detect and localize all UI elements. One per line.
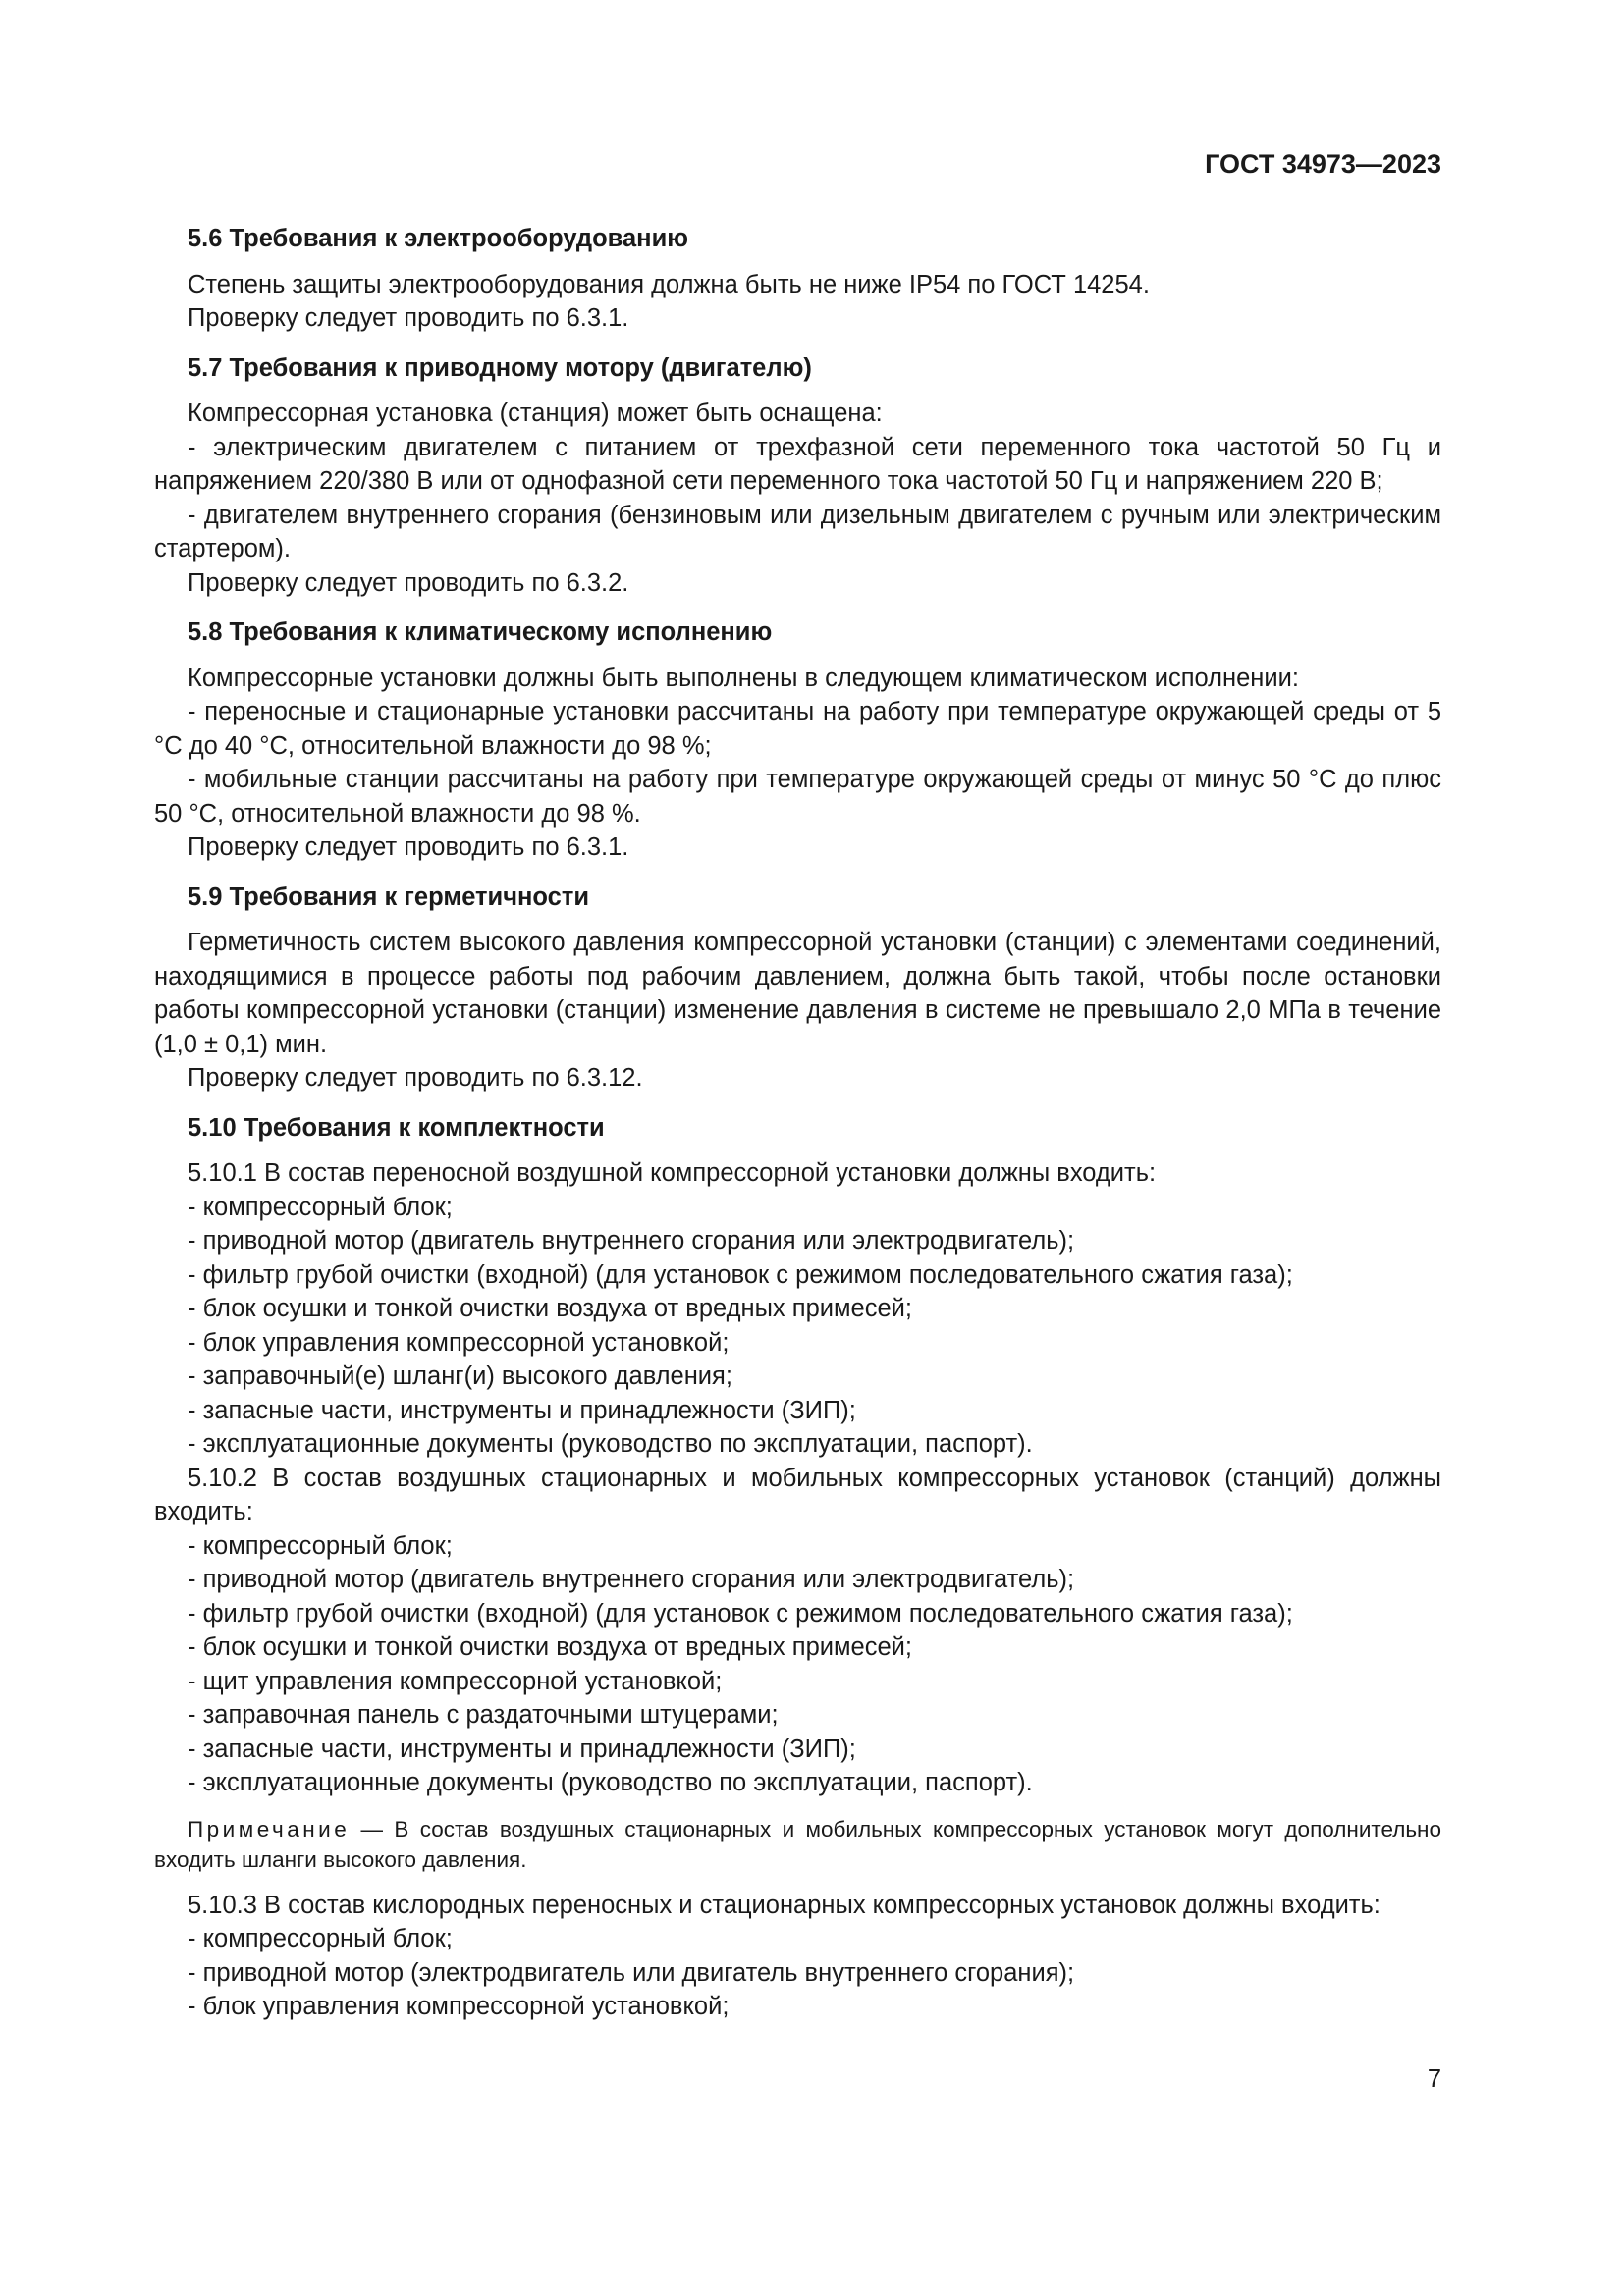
paragraph: 5.10.2 В состав воздушных стационарных и мобильных компрессорных установок (станций) должны входить: — [154, 1464, 1441, 1525]
list-item: - блок осушки и тонкой очистки воздуха от вредных примесей; — [188, 1295, 912, 1322]
paragraph: Герметичность систем высокого давления компрессорной установки (станции) с элементами соединений, находящимися в процессе работы под рабочим давлением, должна быть такой, чтобы после остановки работы компрессорной установки (станции) изменение давления в системе не превышало 2,0 МПа в течение (1,0 ± 0,1) мин. — [154, 929, 1441, 1058]
list-item: - щит управления компрессорной установкой; — [188, 1667, 723, 1695]
list-item: - эксплуатационные документы (руководство по эксплуатации, паспорт). — [188, 1430, 1033, 1458]
list-item: - фильтр грубой очистки (входной) (для установок с режимом последовательного сжатия газа); — [188, 1260, 1293, 1289]
document-header — [1080, 147, 1441, 181]
paragraph: Проверку следует проводить по 6.3.2. — [188, 568, 629, 597]
list-item: - запасные части, инструменты и принадлежности (ЗИП); — [188, 1396, 856, 1424]
list-item: - заправочная панель с раздаточными штуцерами; — [188, 1701, 779, 1729]
paragraph: - двигателем внутреннего сгорания (бензиновым или дизельным двигателем с ручным или электрическим стартером). — [154, 501, 1441, 562]
paragraph: - электрическим двигателем с питанием от трехфазной сети переменного тока частотой 50 Гц и напряжением 220/380 В или от однофазной сети переменного тока частотой 50 Гц и напряжением 220 В; — [154, 433, 1441, 495]
list-item: - блок управления компрессорной установкой; — [188, 1328, 730, 1357]
list-item: - компрессорный блок; — [188, 1531, 453, 1560]
list-item: - заправочный(е) шланг(и) высокого давления; — [188, 1362, 732, 1390]
section-heading-5-10: 5.10 Требования к комплектности — [188, 1113, 605, 1142]
list-item: - приводной мотор (электродвигатель или двигатель внутреннего сгорания); — [188, 1958, 1075, 1987]
note-label: Примечание — [188, 1816, 351, 1842]
note-text: — В состав воздушных стационарных и мобильных компрессорных установок могут дополнительно входить шланги высокого давления. — [154, 1816, 1441, 1872]
section-heading-5-6: 5.6 Требования к электрооборудованию — [188, 225, 689, 252]
paragraph: Компрессорные установки должны быть выполнены в следующем климатическом исполнении: — [188, 664, 1299, 692]
paragraph: - мобильные станции рассчитаны на работу при температуре окружающей среды от минус 50 °С до плюс 50 °С, относительной влажности до 98 %. — [154, 766, 1441, 828]
page-number: 7 — [1427, 2065, 1441, 2093]
list-item: - приводной мотор (двигатель внутреннего сгорания или электродвигатель); — [188, 1566, 1075, 1593]
list-item: - блок управления компрессорной установкой; — [188, 1993, 730, 2020]
list-item: - эксплуатационные документы (руководство по эксплуатации, паспорт). — [188, 1769, 1033, 1796]
paragraph: 5.10.3 В состав кислородных переносных и стационарных компрессорных установок должны входить: — [188, 1891, 1380, 1919]
section-heading-5-9: 5.9 Требования к герметичности — [188, 882, 590, 911]
paragraph: Компрессорная установка (станция) может быть оснащена: — [188, 400, 883, 427]
paragraph: Степень защиты электрооборудования должна быть не ниже IP54 по ГОСТ 14254. — [188, 270, 1150, 298]
standard-id: ГОСТ 34973—2023 — [1205, 149, 1441, 179]
list-item: - компрессорный блок; — [188, 1193, 453, 1221]
paragraph: Проверку следует проводить по 6.3.1. — [188, 833, 629, 861]
list-item: - запасные части, инструменты и принадлежности (ЗИП); — [188, 1735, 856, 1763]
section-heading-5-7: 5.7 Требования к приводному мотору (двигателю) — [188, 353, 812, 382]
document-body — [154, 222, 1441, 2024]
paragraph: Проверку следует проводить по 6.3.12. — [188, 1064, 643, 1092]
paragraph: 5.10.1 В состав переносной воздушной компрессорной установки должны входить: — [188, 1159, 1157, 1187]
paragraph: Проверку следует проводить по 6.3.1. — [188, 304, 629, 332]
paragraph: - переносные и стационарные установки рассчитаны на работу при температуре окружающей среды от 5 °С до 40 °С, относительной влажности до 98 %; — [154, 698, 1441, 760]
section-heading-5-8: 5.8 Требования к климатическому исполнению — [188, 618, 773, 646]
list-item: - компрессорный блок; — [188, 1925, 453, 1952]
list-item: - блок осушки и тонкой очистки воздуха от вредных примесей; — [188, 1633, 912, 1661]
list-item: - фильтр грубой очистки (входной) (для установок с режимом последовательного сжатия газа); — [188, 1599, 1293, 1628]
note — [154, 1814, 1441, 1875]
list-item: - приводной мотор (двигатель внутреннего сгорания или электродвигатель); — [188, 1227, 1075, 1255]
